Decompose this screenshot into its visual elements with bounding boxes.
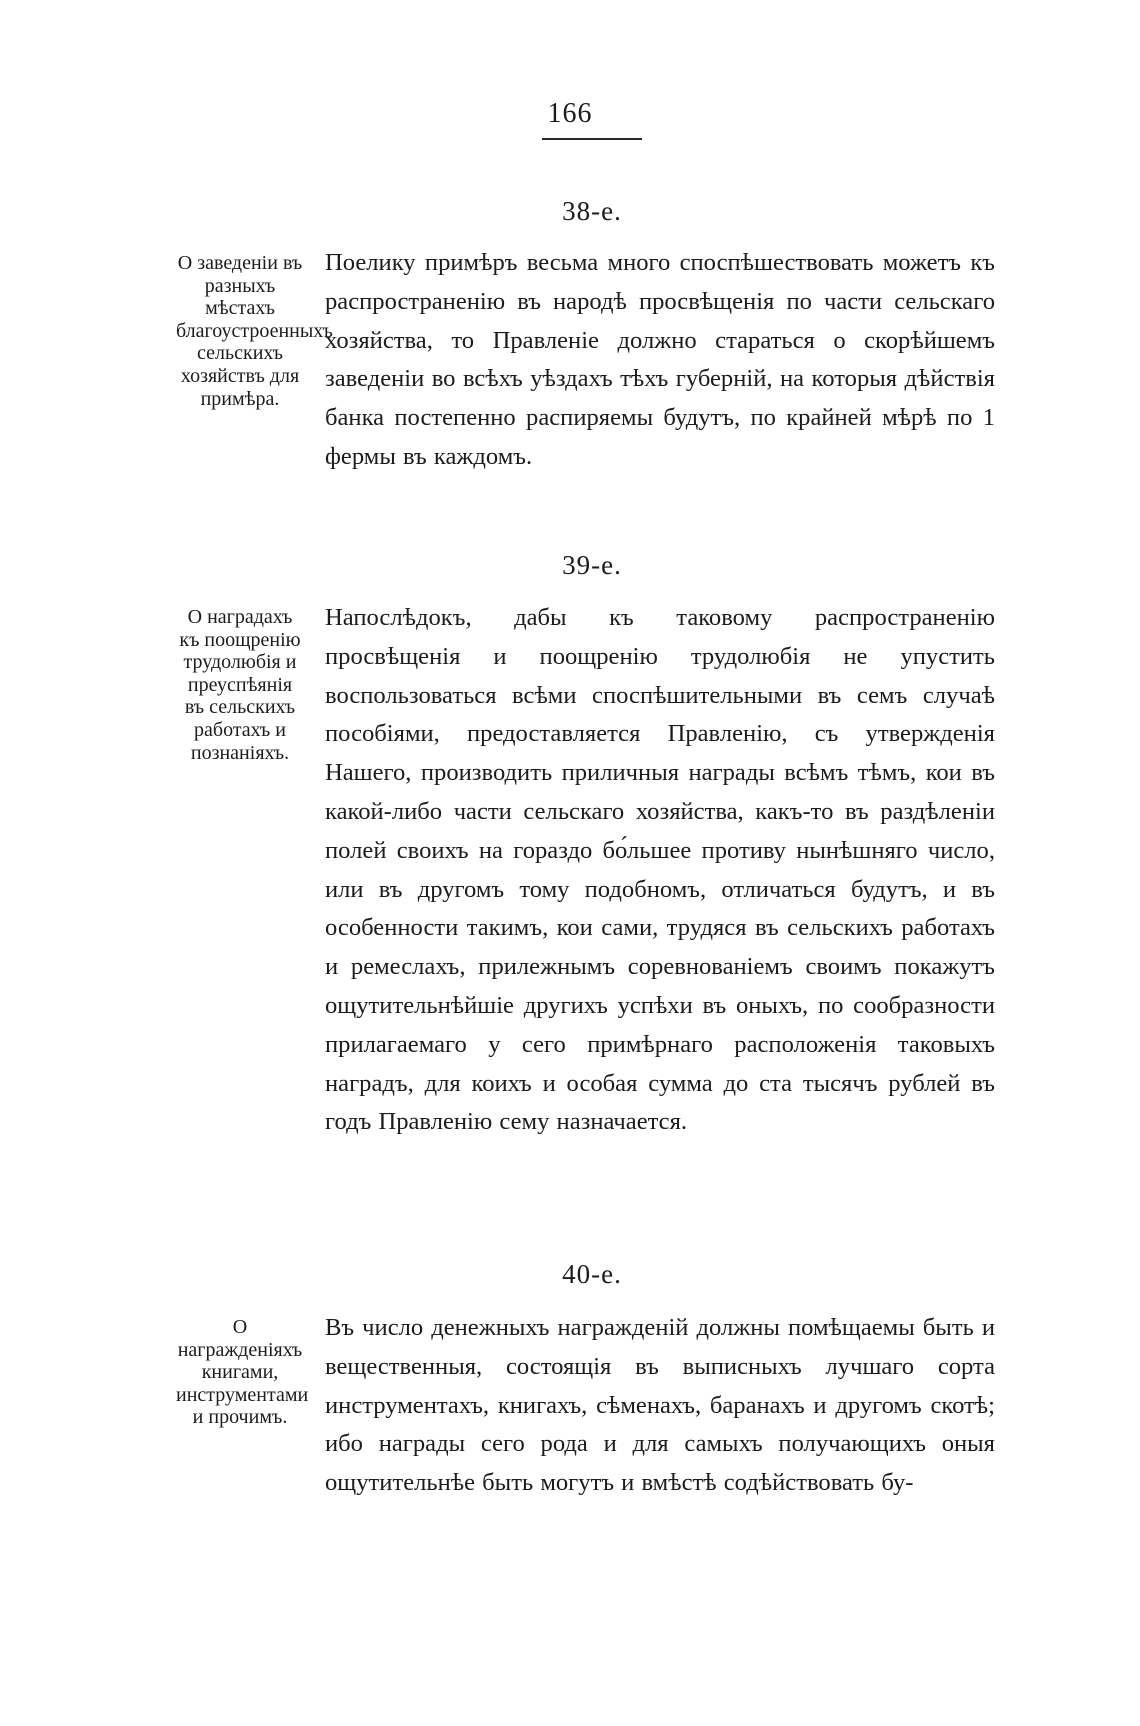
section-39-paragraph: Напослѣдокъ, дабы къ таковому распространенію просвѣщенія и поощренію трудолюбія не упустить воспользоваться всѣми споспѣшительными въ семъ случаѣ пособіями, предоставляется Правленію, съ утвержденія Нашего, производить приличныя награды всѣмъ тѣмъ, кои въ какой-либо части сельскаго хозяйства, какъ-то въ раздѣленіи полей своихъ на гораздо бо́льшее противу нынѣшняго число, или въ другомъ тому подобномъ, отличаться будутъ, и въ особенности такимъ, кои сами, трудяся въ сельскихъ работахъ и ремеслахъ, прилежнымъ соревнованіемъ своимъ покажутъ ощутительнѣйшіе другихъ успѣхи въ оныхъ, по сообразности прилагаемаго у сего примѣрнаго расположенія таковыхъ наградъ, для коихъ и особая сумма до ста тысячъ рублей въ годъ Правленію сему назначается. xyxy=(325,604,995,1136)
section-40-paragraph: Въ число денежныхъ награжденій должны помѣщаемы быть и вещественныя, состоящія въ выписныхъ лучшаго сорта инструментахъ, книгахъ, сѣменахъ, баранахъ и другомъ скотѣ; ибо награды сего рода и для самыхъ получающихъ оныя ощутительнѣе быть могутъ и вмѣстѣ содѣйствовать бу- xyxy=(325,1314,995,1497)
page-number: 166 xyxy=(547,98,593,129)
page-number-rule xyxy=(542,138,642,140)
section-39-margin-note: О наградахъ къ поощренію трудолюбія и преуспѣянія въ сельскихъ работахъ и познаніяхъ. xyxy=(179,606,301,764)
section-40-margin-note: О награжденіяхъ книгами, инструментами и прочимъ. xyxy=(176,1316,309,1429)
section-38-heading: 38-е. xyxy=(562,196,622,226)
section-40-heading: 40-е. xyxy=(562,1259,622,1289)
section-39-heading: 39-е. xyxy=(562,550,622,580)
section-38-paragraph: Поелику примѣръ весьма много споспѣшествовать можетъ къ распространенію въ народѣ просвѣщенія по части сельскаго хозяйства, то Правленіе должно стараться о скорѣйшемъ заведеніи во всѣхъ уѣздахъ тѣхъ губерній, на которыя дѣйствія банка постепенно распиряемы будутъ, по крайней мѣрѣ по 1 фермы въ каждомъ. xyxy=(325,249,995,470)
section-38-margin-note: О заведеніи въ разныхъ мѣстахъ благоустроенныхъ сельскихъ хозяйствъ для примѣра. xyxy=(176,252,333,410)
